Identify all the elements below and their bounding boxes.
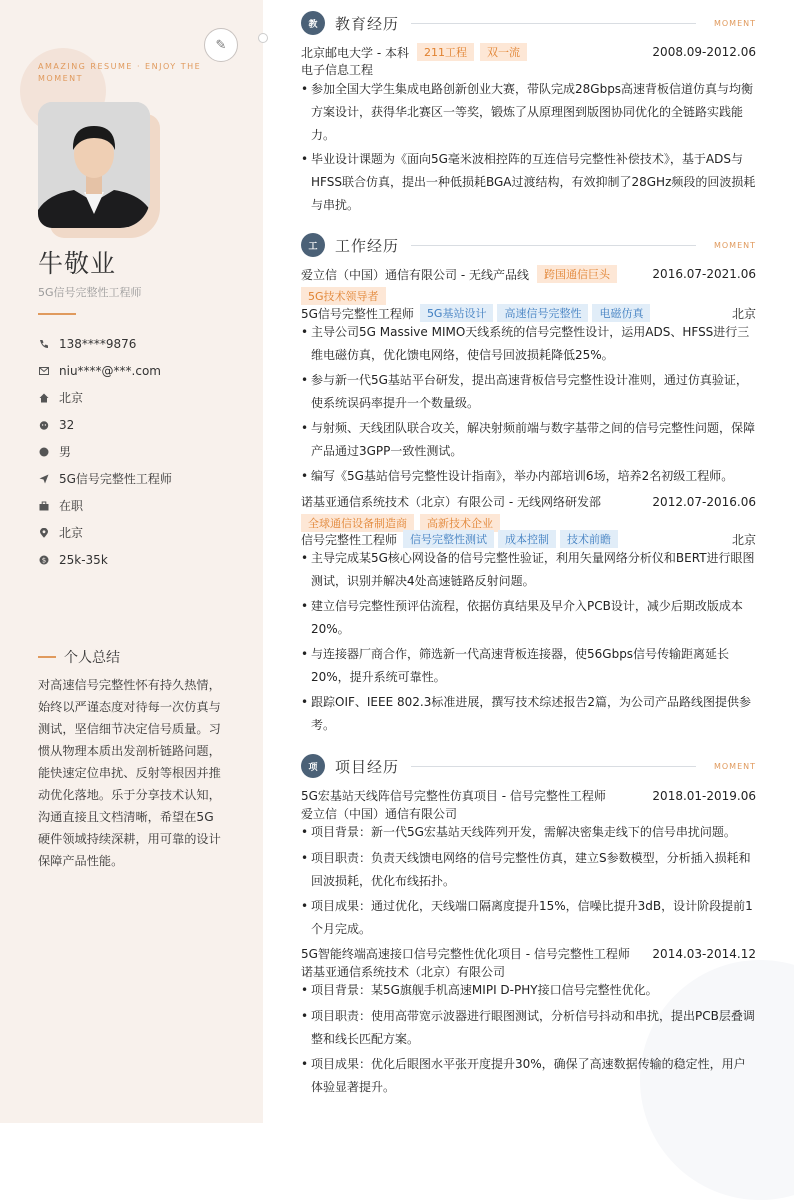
section-badge: 教 bbox=[301, 11, 325, 35]
moment-label: MOMENT bbox=[713, 240, 756, 250]
contact-status bbox=[38, 492, 172, 519]
portrait-image bbox=[38, 102, 150, 228]
job-bullet: • 参与新一代5G基站平台研发，提出高速背板信号完整性设计准则，通过仿真验证，使系统误码率提升一个数量级。 bbox=[301, 369, 756, 415]
major-text: 电子信息工程 bbox=[301, 63, 374, 77]
project-bullet: • 项目背景：新一代5G宏基站天线阵列开发，需解决密集走线下的信号串扰问题。 bbox=[301, 821, 756, 844]
contact-gender bbox=[38, 438, 172, 465]
job-header bbox=[301, 265, 756, 283]
location-text: 北京 bbox=[59, 526, 84, 540]
job-city: 北京 bbox=[731, 306, 756, 321]
summary-heading bbox=[38, 647, 120, 667]
project-company: 爱立信（中国）通信有限公司 bbox=[301, 807, 458, 821]
project-company-row bbox=[301, 963, 756, 980]
skill-tag: 成本控制 bbox=[498, 530, 556, 548]
job-role-row bbox=[301, 304, 756, 322]
school-name: 北京邮电大学 - 本科 bbox=[301, 45, 409, 60]
education-date: 2008.09-2012.06 bbox=[652, 45, 756, 59]
section-rule bbox=[411, 766, 696, 767]
age-text: 32 bbox=[59, 417, 75, 432]
contact-email bbox=[38, 357, 172, 384]
project-bullet: • 项目成果：通过优化，天线端口隔离度提升15%，信噪比提升3dB，设计阶段提前1个月完成。 bbox=[301, 895, 756, 941]
email-text: niu****@***.com bbox=[59, 363, 161, 378]
contact-age bbox=[38, 411, 172, 438]
job-city: 北京 bbox=[731, 532, 756, 547]
contact-location bbox=[38, 519, 172, 546]
age-icon bbox=[38, 419, 50, 431]
divider bbox=[38, 313, 76, 315]
company-tag: 跨国通信巨头 bbox=[537, 265, 617, 283]
moment-label: MOMENT bbox=[713, 18, 756, 28]
summary-text: 对高速信号完整性怀有持久热情，始终以严谨态度对待每一次仿真与测试，坚信细节决定信号质量。习惯从物理本质出发剖析链路问题，能快速定位串扰、反射等根因并推动优化落地。乐于分享技术认知，沟通直接且文档清晰，希望在5G硬件领域持续深耕，用可靠的设计保障产品性能。 bbox=[38, 678, 221, 868]
contact-list bbox=[38, 330, 172, 573]
status-text: 在职 bbox=[59, 499, 84, 513]
job-role: 5G信号完整性工程师 bbox=[301, 306, 414, 321]
job-bullet: • 跟踪OIF、IEEE 802.3标准进展，撰写技术综述报告2篇，为公司产品路线图提供参考。 bbox=[301, 691, 756, 737]
contact-home bbox=[38, 384, 172, 411]
send-icon bbox=[38, 473, 50, 485]
project-date: 2014.03-2014.12 bbox=[652, 946, 756, 961]
job-date: 2012.07-2016.06 bbox=[652, 494, 756, 509]
project-bullet: • 项目职责：使用高带宽示波器进行眼图测试，分析信号抖动和串扰，提出PCB层叠调整和线长匹配方案。 bbox=[301, 1005, 756, 1051]
pen-icon: ✎ bbox=[204, 28, 238, 62]
contact-salary bbox=[38, 546, 172, 573]
project-company: 诺基亚通信系统技术（北京）有限公司 bbox=[301, 965, 506, 979]
svg-text:$: $ bbox=[41, 556, 47, 565]
project-bullet: • 项目职责：负责天线馈电网络的信号完整性仿真，建立S参数模型，分析插入损耗和回波损耗，优化布线拓扑。 bbox=[301, 847, 756, 893]
education-bullet: • 参加全国大学生集成电路创新创业大赛，带队完成28Gbps高速背板信道仿真与均衡方案设计，获得华北赛区一等奖，锻炼了从原理图到版图协同优化的全链路实践能力。 bbox=[301, 78, 756, 147]
person-name: 牛敬业 bbox=[38, 249, 117, 278]
gender-icon bbox=[38, 446, 50, 458]
education-major bbox=[301, 61, 756, 78]
skill-tag: 电磁仿真 bbox=[592, 304, 650, 322]
company-tag: 5G技术领导者 bbox=[301, 287, 386, 305]
project-header bbox=[301, 945, 756, 962]
phone-icon bbox=[38, 338, 50, 350]
job-bullet: • 建立信号完整性预评估流程，依据仿真结果及早介入PCB设计，减少后期改版成本20%。 bbox=[301, 595, 756, 641]
company-name: 诺基亚通信系统技术（北京）有限公司 - 无线网络研发部 bbox=[301, 495, 601, 509]
education-bullet: • 毕业设计课题为《面向5G毫米波相控阵的互连信号完整性补偿技术》，基于ADS与HFSS联合仿真，提出一种低损耗BGA过渡结构，有效抑制了28GHz频段的回波损耗与串扰。 bbox=[301, 148, 756, 217]
section-header-work bbox=[301, 232, 756, 258]
education-header bbox=[301, 43, 756, 61]
summary-dash bbox=[38, 656, 56, 658]
section-header-education bbox=[301, 10, 756, 36]
job-role-row bbox=[301, 530, 756, 548]
position-text: 5G信号完整性工程师 bbox=[59, 472, 172, 486]
job-bullet: • 与射频、天线团队联合攻关，解决射频前端与数字基带之间的信号完整性问题，保障产品通过3GPP一致性测试。 bbox=[301, 417, 756, 463]
salary-icon bbox=[38, 554, 50, 566]
contact-phone bbox=[38, 330, 172, 357]
section-title: 工作经历 bbox=[335, 236, 400, 255]
avatar bbox=[38, 102, 150, 228]
job-bullet: • 主导完成某5G核心网设备的信号完整性验证，利用矢量网络分析仪和BERT进行眼图测试，识别并解决4处高速链路反射问题。 bbox=[301, 547, 756, 593]
skill-tag: 高速信号完整性 bbox=[497, 304, 588, 322]
skill-tag: 技术前瞻 bbox=[560, 530, 618, 548]
section-title: 项目经历 bbox=[335, 757, 400, 776]
company-tag: 高新技术企业 bbox=[420, 514, 500, 532]
job-bullet: • 编写《5G基站信号完整性设计指南》，举办内部培训6场，培养2名初级工程师。 bbox=[301, 465, 756, 488]
project-bullet: • 项目背景：某5G旗舰手机高速MIPI D-PHY接口信号完整性优化。 bbox=[301, 979, 756, 1002]
skill-tag: 信号完整性测试 bbox=[403, 530, 494, 548]
company-tag: 全球通信设备制造商 bbox=[301, 514, 414, 532]
sidebar bbox=[0, 0, 263, 1123]
job-bullet: • 与连接器厂商合作，筛选新一代高速背板连接器，使56Gbps信号传输距离延长20%，提升系统可靠性。 bbox=[301, 643, 756, 689]
section-rule bbox=[411, 245, 696, 246]
home-icon bbox=[38, 392, 50, 404]
section-title: 教育经历 bbox=[335, 14, 400, 33]
project-date: 2018.01-2019.06 bbox=[652, 788, 756, 803]
project-name: 5G智能终端高速接口信号完整性优化项目 - 信号完整性工程师 bbox=[301, 947, 630, 961]
section-badge: 项 bbox=[301, 754, 325, 778]
decorative-dot bbox=[258, 33, 268, 43]
job-header bbox=[301, 493, 756, 510]
company-name: 爱立信（中国）通信有限公司 - 无线产品线 bbox=[301, 267, 529, 282]
section-rule bbox=[411, 23, 696, 24]
contact-position bbox=[38, 465, 172, 492]
project-header bbox=[301, 787, 756, 804]
tagline: AMAZING RESUME · ENJOY THE MOMENT bbox=[38, 62, 202, 83]
hometown-text: 北京 bbox=[59, 391, 84, 405]
project-company-row bbox=[301, 805, 756, 822]
project-bullet: • 项目成果：优化后眼图水平张开度提升30%，确保了高速数据传输的稳定性，用户体验显著提升。 bbox=[301, 1053, 756, 1099]
job-bullet: • 主导公司5G Massive MIMO天线系统的信号完整性设计，运用ADS、HFSS进行三维电磁仿真，优化馈电网络，使信号回波损耗降低25%。 bbox=[301, 321, 756, 367]
section-badge: 工 bbox=[301, 233, 325, 257]
job-role: 信号完整性工程师 bbox=[301, 532, 398, 547]
company-tags-row bbox=[301, 287, 756, 305]
email-icon bbox=[38, 365, 50, 377]
school-tag: 211工程 bbox=[417, 43, 474, 61]
project-name: 5G宏基站天线阵信号完整性仿真项目 - 信号完整性工程师 bbox=[301, 789, 606, 803]
job-title: 5G信号完整性工程师 bbox=[38, 286, 142, 299]
gender-text: 男 bbox=[59, 445, 72, 459]
section-header-project bbox=[301, 753, 756, 779]
location-icon bbox=[38, 527, 50, 539]
moment-label: MOMENT bbox=[713, 761, 756, 771]
salary-text: 25k-35k bbox=[59, 552, 108, 567]
skill-tag: 5G基站设计 bbox=[420, 304, 494, 322]
phone-text: 138****9876 bbox=[59, 336, 137, 351]
school-tag: 双一流 bbox=[480, 43, 527, 61]
job-date: 2016.07-2021.06 bbox=[652, 267, 756, 281]
summary-title: 个人总结 bbox=[64, 650, 120, 666]
briefcase-icon bbox=[38, 500, 50, 512]
